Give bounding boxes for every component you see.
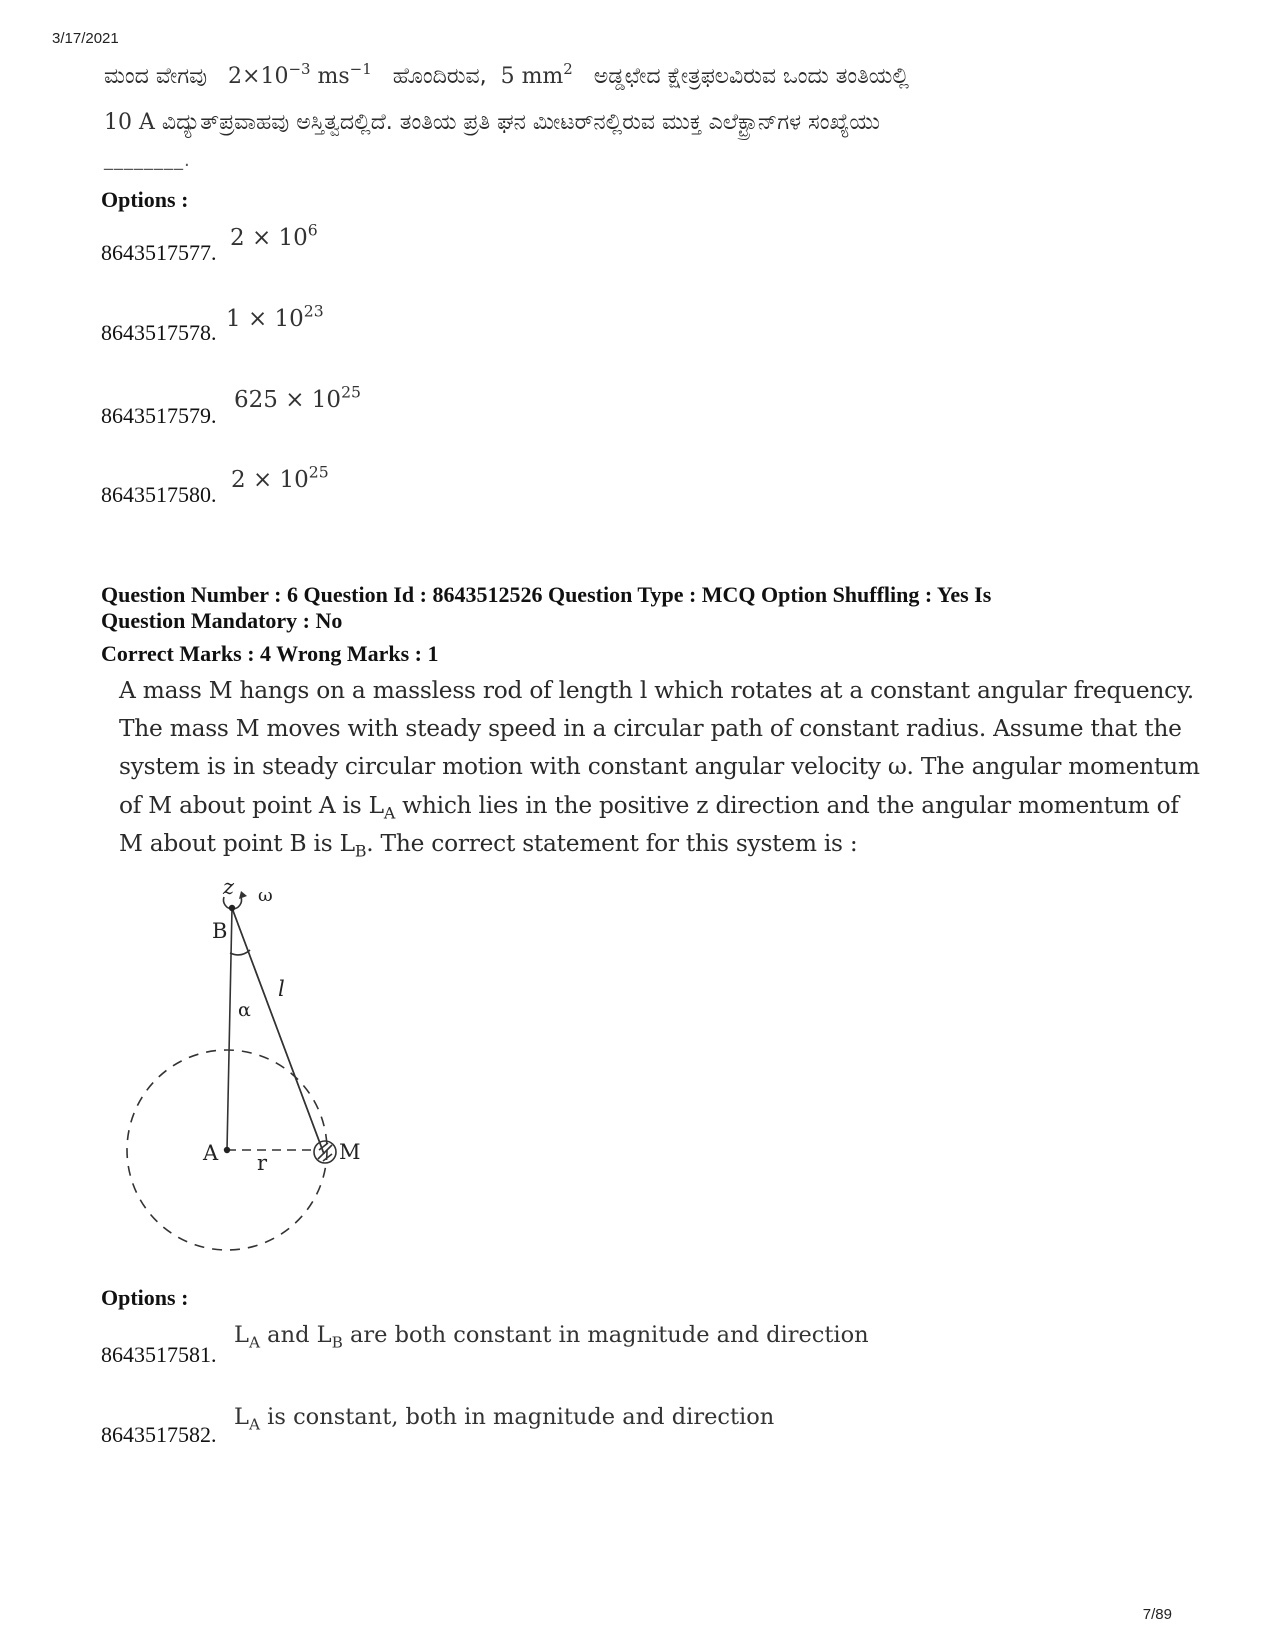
q6-text-line-5-a: M about point B is L — [119, 829, 355, 857]
center-point-a — [224, 1147, 230, 1153]
q5-option-4-id: 8643517580. — [101, 482, 217, 507]
q6-option-1-part-1: L — [234, 1322, 249, 1348]
q6-option-2-part-2: is constant, both in magnitude and direction — [260, 1404, 775, 1430]
q5-kn-text-a: ಮಂದ ವೇಗವು — [104, 64, 208, 89]
q5-option-1-base: 2 × 10 — [230, 225, 308, 251]
alpha-angle-arc — [230, 950, 250, 955]
q5-text-line-2 — [104, 110, 1179, 135]
mass-label: M — [339, 1140, 361, 1164]
q5-kn-text-b: ಹೊಂದಿರುವ, — [392, 64, 487, 89]
pivot-point-b — [229, 905, 235, 911]
q5-option-2-value — [226, 301, 324, 332]
q6-option-1-part-3: are both constant in magnitude and direction — [342, 1322, 869, 1348]
q6-option-2-sub-1: A — [248, 1415, 261, 1434]
rod-length-label: l — [278, 977, 285, 1001]
q5-answer-blank: ________. — [104, 150, 191, 171]
q6-option-2-part-1: L — [234, 1404, 249, 1430]
q5-area-exp: 2 — [563, 60, 573, 79]
alpha-label: α — [238, 999, 251, 1021]
q5-drift-speed: 2×10 — [228, 64, 289, 89]
q5-text-line-1 — [104, 60, 1179, 89]
q5-option-3-base: 625 × 10 — [234, 387, 342, 413]
point-b-label: B — [212, 919, 228, 943]
q6-question-text — [119, 672, 1200, 863]
q5-option-4-exp: 25 — [308, 462, 329, 482]
q5-option-3-id: 8643517579. — [101, 403, 217, 428]
rod-line — [232, 908, 324, 1154]
q6-option-1-sub-1: A — [248, 1333, 261, 1352]
vertical-axis-line — [227, 908, 232, 1150]
q6-text-line-5-sub: B — [354, 841, 367, 861]
q5-option-2-base: 1 × 10 — [226, 306, 304, 332]
q5-option-4-value — [231, 462, 329, 493]
q6-text-line-3: system is in steady circular motion with constant angular velocity ω. The angular momentum — [119, 753, 1200, 781]
q6-option-2-text — [234, 1404, 775, 1434]
omega-label: ω — [258, 885, 273, 906]
page-number: 7/89 — [1142, 1606, 1172, 1623]
q5-option-3-exp: 25 — [341, 382, 361, 402]
q5-area: 5 mm — [500, 64, 564, 89]
q5-current: 10 A — [104, 110, 155, 135]
q6-text-line-4-a: of M about point A is L — [119, 791, 384, 819]
point-a-label: A — [203, 1141, 219, 1165]
q5-option-2-id: 8643517578. — [101, 320, 217, 345]
q6-text-line-2: The mass M moves with steady speed in a circular path of constant radius. Assume that the — [119, 715, 1182, 743]
print-date: 3/17/2021 — [52, 30, 119, 47]
mass-hatch — [318, 1145, 332, 1159]
q5-option-4-base: 2 × 10 — [231, 467, 309, 493]
q6-meta-line-1: Question Number : 6 Question Id : 8643512526 Question Type : MCQ Option Shuffling : Yes Is — [101, 582, 992, 607]
q6-text-line-4-sub: A — [383, 803, 396, 823]
q6-text-line-1: A mass M hangs on a massless rod of length l which rotates at a constant angular frequency. — [119, 677, 1194, 704]
q5-option-3-value — [234, 382, 361, 413]
q6-text-line-4 — [119, 787, 1189, 825]
q6-text-line-4-b: which lies in the positive z direction and the angular momentum of — [395, 791, 1179, 819]
q6-text-line-5-b: . The correct statement for this system is : — [366, 829, 858, 857]
q6-text-line-5 — [119, 825, 1189, 863]
q5-option-2-exp: 23 — [303, 301, 324, 321]
z-axis-label: z — [223, 875, 235, 899]
q5-option-1-id: 8643517577. — [101, 240, 217, 265]
q5-option-1-exp: 6 — [307, 220, 318, 240]
conical-pendulum-figure — [100, 870, 400, 1280]
q5-kn-text-d: ವಿದ್ಯುತ್‌ಪ್ರವಾಹವು ಅಸ್ತಿತ್ವದಲ್ಲಿದೆ. ತಂತಿಯ ಪ್ರತಿ ಘನ ಮೀಟರ್‌ನಲ್ಲಿರುವ ಮುಕ್ತ ಎಲೆಕ್ಟ್ರಾನ್‌ಗಳ ಸಂಖ್ಯೆಯು — [161, 110, 880, 135]
q6-option-1-text — [234, 1322, 869, 1352]
rotation-arrow-head — [239, 891, 247, 899]
q5-kn-text-c: ಅಡ್ಡಛೇದ ಕ್ಷೇತ್ರಫಲವಿರುವ ಒಂದು ತಂತಿಯಲ್ಲಿ — [593, 64, 909, 89]
q6-marks: Correct Marks : 4 Wrong Marks : 1 — [101, 641, 439, 666]
q6-option-2-id: 8643517582. — [101, 1422, 217, 1447]
q6-options-label: Options : — [101, 1285, 189, 1310]
q5-speed-unit: ms — [317, 64, 350, 89]
q6-option-1-id: 8643517581. — [101, 1342, 217, 1367]
q5-speed-unit-exp: −1 — [349, 60, 372, 79]
radius-label: r — [257, 1151, 268, 1175]
q6-option-1-sub-2: B — [331, 1333, 343, 1352]
q5-drift-speed-exp: −3 — [288, 60, 311, 79]
q6-option-1-part-2: and L — [260, 1322, 332, 1348]
q6-meta-line-2: Question Mandatory : No — [101, 608, 343, 633]
q5-option-1-value — [230, 220, 318, 251]
q5-options-label: Options : — [101, 187, 189, 212]
